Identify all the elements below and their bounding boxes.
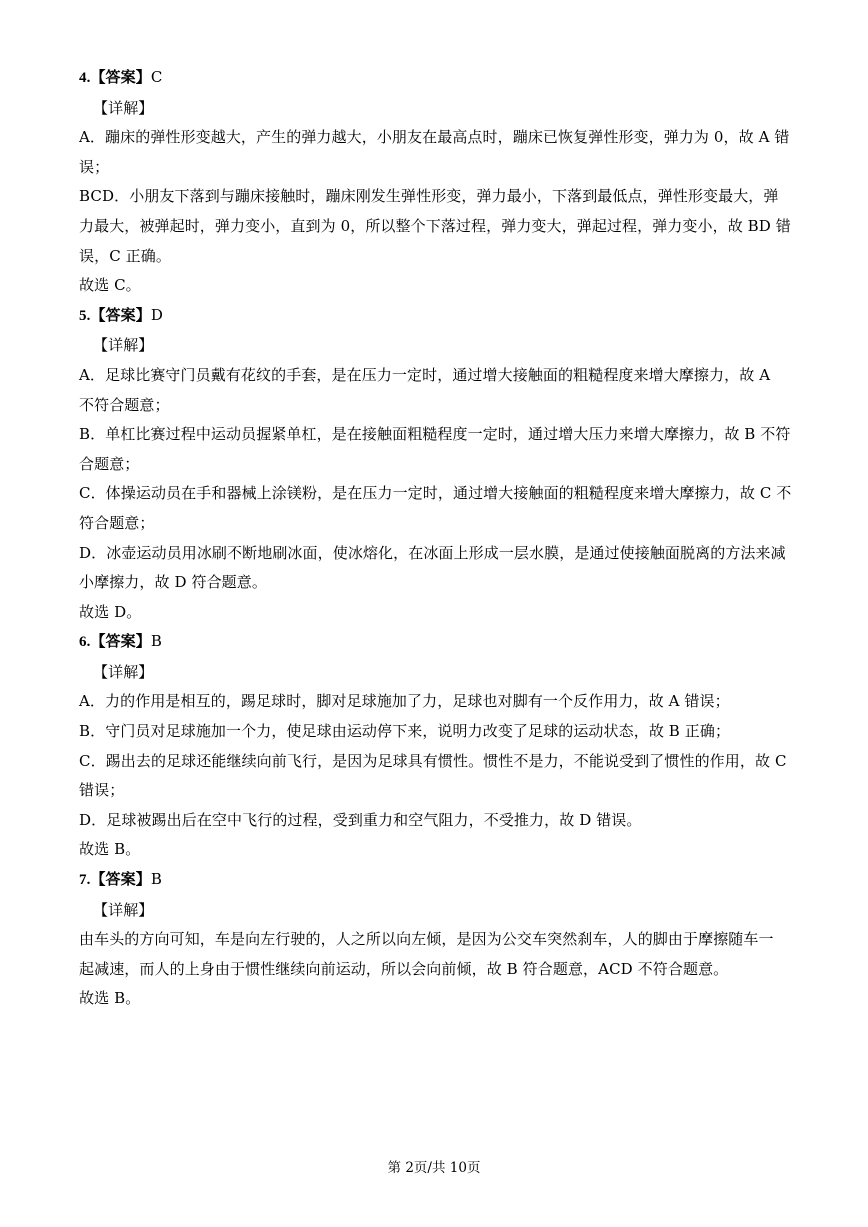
answer-tag: 【答案】 [90,68,151,86]
conclusion-line: 故选 B。 [79,840,141,859]
explanation-line: D．冰壶运动员用冰刷不断地刷冰面，使冰熔化，在冰面上形成一层水膜，是通过使接触面脱离的方法来减 [79,543,786,562]
explanation-line: BCD．小朋友下落到与蹦床接触时，蹦床刚发生弹性形变，弹力最小，下落到最低点，弹性形变最大，弹 [79,187,779,206]
question-number: 4. [79,70,91,86]
explanation-line: 误，C 正确。 [79,246,171,265]
explanation-line: A．力的作用是相互的，踢足球时，脚对足球施加了力，足球也对脚有一个反作用力，故 A 错误； [79,692,730,711]
explanation-line: 符合题意； [79,513,155,532]
answer-tag: 【答案】 [90,305,151,324]
answer-heading-6 [79,627,793,658]
explanation-line: 小摩擦力，故 D 符合题意。 [79,573,267,592]
page-footer: 第 2页/共 10页 [387,1160,481,1176]
conclusion-line: 故选 C。 [79,276,141,295]
explanation-line: C．体操运动员在手和器械上涂镁粉，是在压力一定时，通过增大接触面的粗糙程度来增大摩擦力，故 C 不 [79,484,792,503]
answer-tag: 【答案】 [90,632,151,651]
explanation-line: D．足球被踢出后在空中飞行的过程，受到重力和空气阻力，不受推力，故 D 错误。 [79,810,642,829]
answer-block-6 [79,627,793,865]
detail-heading: 【详解】 [93,900,154,919]
detail-heading: 【详解】 [93,662,154,681]
question-number: 6. [79,634,91,651]
detail-heading: 【详解】 [93,336,154,355]
explanation-line: 由车头的方向可知，车是向左行驶的，人之所以向左倾，是因为公交车突然刹车，人的脚由于摩擦随车一 [79,930,774,949]
explanation-line: 起减速，而人的上身由于惯性继续向前运动，所以会向前倾，故 B 符合题意，ACD 不符合题意。 [79,959,729,978]
answer-heading-7 [79,865,793,896]
question-number: 5. [79,307,91,324]
explanation-line: B．守门员对足球施加一个力，使足球由运动停下来，说明力改变了足球的运动状态，故 B 正确； [79,722,731,741]
explanation-line: A．蹦床的弹性形变越大，产生的弹力越大，小朋友在最高点时，蹦床已恢复弹性形变，弹力为 0，故 A 错 [79,128,790,147]
answer-value: B [150,632,162,651]
detail-heading: 【详解】 [93,98,154,117]
explanation-line: 合题意； [79,454,140,473]
answer-value: B [150,870,162,889]
explanation-line: 力最大，被弹起时，弹力变小，直到为 0，所以整个下落过程，弹力变大，弹起过程，弹力变小，故 BD 错 [79,216,791,235]
answer-heading-5 [79,301,793,332]
answer-value: D [150,305,163,324]
answer-block-4 [79,63,793,301]
answer-heading-4 [79,63,793,94]
question-number: 7. [79,872,91,889]
explanation-line: B．单杠比赛过程中运动员握紧单杠，是在接触面粗糙程度一定时，通过增大压力来增大摩擦力，故 B 不符 [79,425,791,444]
answer-block-5 [79,301,793,628]
conclusion-line: 故选 D。 [79,602,142,621]
conclusion-line: 故选 B。 [79,989,141,1008]
explanation-line: C．踢出去的足球还能继续向前飞行，是因为足球具有惯性。惯性不是力，不能说受到了惯性的作用，故 C [79,751,787,770]
document-page [79,63,793,1014]
explanation-line: 不符合题意； [79,395,170,414]
answer-tag: 【答案】 [90,870,151,889]
explanation-line: A．足球比赛守门员戴有花纹的手套，是在压力一定时，通过增大接触面的粗糙程度来增大摩擦力，故 A [79,365,771,384]
explanation-line: 错误； [79,781,125,800]
answer-value: C [150,68,163,86]
answer-block-7 [79,865,793,1014]
explanation-line: 误； [79,157,110,176]
